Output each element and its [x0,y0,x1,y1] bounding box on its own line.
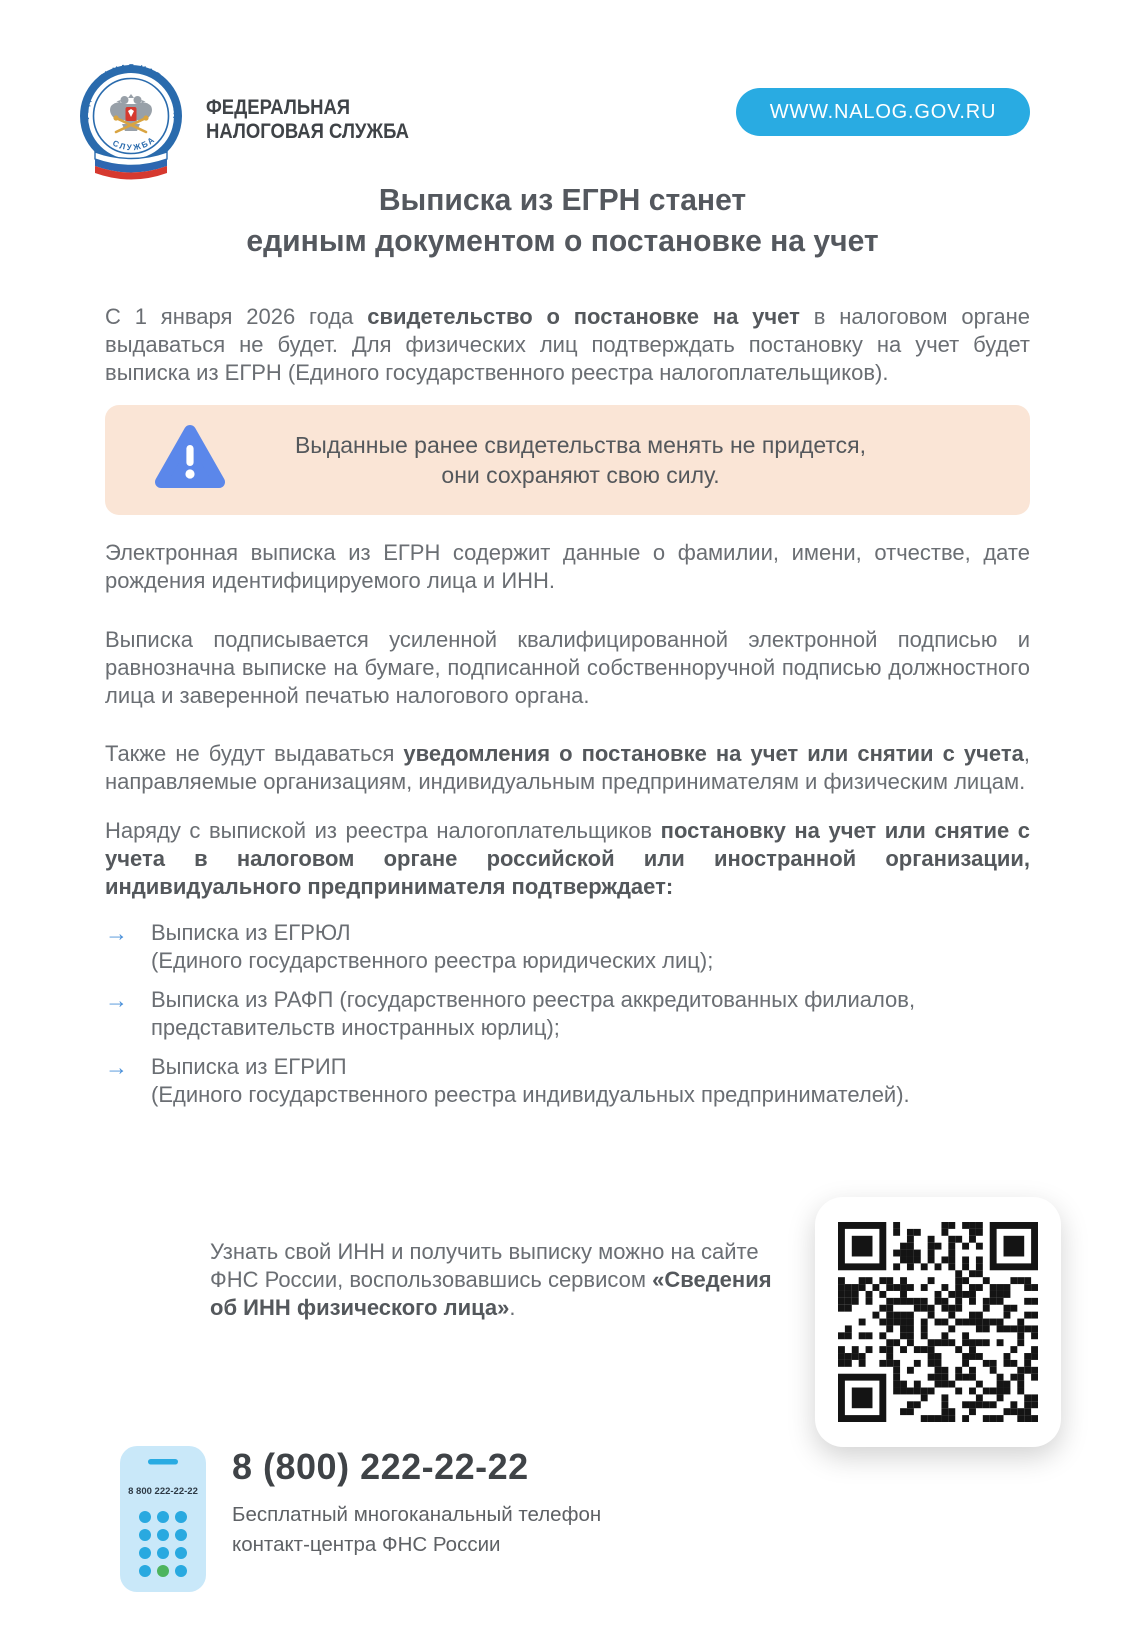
svg-text:ФЕДЕРАЛЬНАЯ НАЛОГОВАЯ: ФЕДЕРАЛЬНАЯ НАЛОГОВАЯ [81,62,181,123]
registry-list [105,919,1030,1109]
keypad-green-dot [157,1565,169,1577]
body-content [105,303,1030,1109]
contact-block [232,1446,601,1559]
org-name [206,96,409,144]
paragraph-notifications [105,740,1030,796]
phone-handset-icon [120,1446,206,1597]
list-item-text: Выписка из РАФП (государственного реестра аккредитованных филиалов, представительств иностранных юрлиц); [151,987,916,1040]
paragraph-intro [105,303,1030,387]
title-line2: единым документом о постановке на учет [246,222,879,258]
warning-callout [105,405,1030,515]
arrow-bullet-icon: → [105,1054,128,1080]
title-line1: Выписка из ЕГРН станет [378,182,747,217]
arrow-bullet-icon: → [105,920,128,946]
warning-line1: Выданные ранее свидетельства менять не придется, [294,432,867,458]
qr-caption-text: Узнать свой ИНН и получить выписку можно на сайте ФНС России, воспользовавшись сервисом [210,1239,759,1292]
paragraph-signature: Выписка подписывается усиленной квалифицированной электронной подписью и равнозначна выписке на бумаге, подписанной собственноручной подписью должностного лица и заверенной печатью налогового органа. [105,627,1030,708]
intro-text: С 1 января 2026 года [105,304,368,329]
intro-text-after: в налоговом органе выдаваться не будет. Для физических лиц подтверждать постановку на учет будет выписка из ЕГРН (Единого государственного реестра налогоплательщиков). [105,304,1030,385]
org-name-line2: НАЛОГОВАЯ СЛУЖБА [206,119,410,143]
paragraph-confirm [105,817,1030,901]
fns-emblem-logo-icon [78,60,184,187]
page-title [17,180,1108,262]
notifications-text: Также не будут выдаваться [105,741,404,766]
footer [120,1446,601,1597]
list-item-text: Выписка из ЕГРИП (Единого государственного реестра индивидуальных предпринимателей). [151,1054,910,1107]
intro-bold-text: свидетельство о постановке на учет [367,304,800,329]
qr-code [838,1222,1038,1422]
svg-text:СЛУЖБА: СЛУЖБА [111,134,158,153]
confirm-text: Наряду с выпиской из реестра налогоплательщиков [105,818,661,843]
qr-caption-service-name: «Сведения об ИНН физического лица» [210,1267,772,1320]
notifications-text-after: , направляемые организациям, индивидуальным предпринимателям и физическим лицам. [105,741,1030,794]
list-item-rafp [105,986,1030,1042]
website-url: WWW.NALOG.GOV.RU [769,100,997,123]
header [78,60,1030,187]
list-item-text: Выписка из ЕГРЮЛ (Единого государственного реестра юридических лиц); [151,920,714,973]
list-item-egrip [105,1053,1030,1109]
warning-line2: они сохраняют свою силу. [441,462,720,488]
paragraph-electronic: Электронная выписка из ЕГРН содержит данные о фамилии, имени, отчестве, дате рождения идентифицируемого лица и ИНН. [105,540,1030,593]
phone-number: 8 (800) 222-22-22 [232,1446,529,1487]
confirm-bold-text: постановку на учет или снятие с учета в налоговом органе российской или иностранной организации, индивидуального предпринимателя подтверждает: [105,818,1030,899]
qr-caption-period: . [509,1295,516,1320]
arrow-bullet-icon: → [105,987,128,1013]
list-item-egrul [105,919,1030,975]
warning-text [227,430,934,490]
qr-caption [210,1238,782,1322]
website-pill[interactable] [736,88,1030,136]
phone-icon-label: 8 800 222-22-22 [128,1486,198,1497]
warning-triangle-icon [153,423,227,498]
notifications-bold-text: уведомления о постановке на учет или снятии с учета [403,741,1024,766]
org-name-line1: ФЕДЕРАЛЬНАЯ [206,96,351,119]
qr-card [815,1197,1061,1447]
phone-description: Бесплатный многоканальный телефон контакт-центра ФНС России [232,1503,602,1556]
